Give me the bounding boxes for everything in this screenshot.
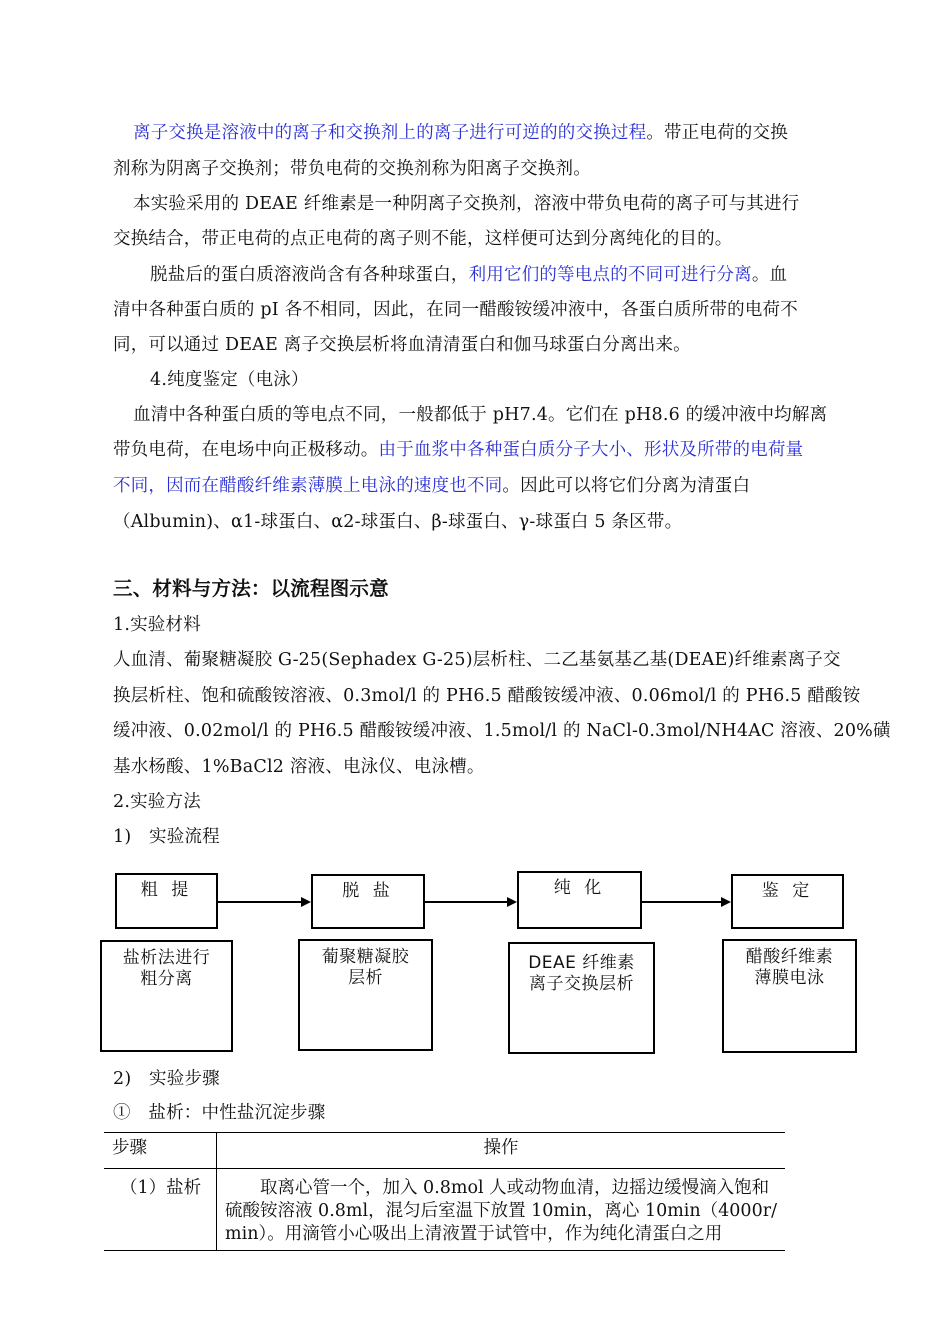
flow-arrow-line — [642, 901, 722, 903]
flow-arrow-head-icon — [301, 897, 311, 907]
table-header-operation: 操作 — [483, 1138, 519, 1158]
flow-step-title: 鉴 定 — [761, 881, 814, 901]
paragraph-2-line-1: 本实验采用的 DEAE 纤维素是一种阴离子交换剂，溶液中带负电荷的离子可与其进行 — [133, 194, 800, 214]
table-header-step: 步骤 — [104, 1133, 217, 1169]
flow-arrow-head-icon — [721, 897, 731, 907]
flow-detail-text — [724, 941, 855, 989]
flow-step-title: 纯 化 — [553, 878, 606, 898]
steps-table — [104, 1132, 785, 1251]
materials-line-3: 缓冲液、0.02mol/l 的 PH6.5 醋酸铵缓冲液、1.5mol/l 的 NaCl-0.3mol/NH4AC 溶液、20%磺 — [113, 721, 891, 741]
flow-detail-desalt — [298, 939, 433, 1051]
steps-title: 2) 实验步骤 — [113, 1069, 220, 1089]
paragraph-5-line-4: （Albumin)、α1-球蛋白、α2-球蛋白、β-球蛋白、γ-球蛋白 5 条区带。 — [113, 512, 683, 532]
paragraph-1-line-2: 剂称为阴离子交换剂；带负电荷的交换剂称为阳离子交换剂。 — [113, 159, 591, 179]
flow-step-title: 粗 提 — [140, 880, 193, 900]
table-row — [104, 1169, 785, 1251]
table-header-row — [104, 1133, 785, 1169]
flow-detail-text — [102, 942, 231, 990]
paragraph-3-line-1 — [150, 263, 787, 287]
highlight-text: 不同，因而在醋酸纤维素薄膜上电泳的速度也不同 — [113, 476, 503, 496]
flow-detail-line: DEAE 纤维素 — [528, 953, 635, 973]
flow-detail-line: 薄膜电泳 — [754, 968, 825, 988]
flow-step-identify — [731, 874, 844, 929]
paragraph-5-line-1: 血清中各种蛋白质的等电点不同，一般都低于 pH7.4。它们在 pH8.6 的缓冲液中均解离 — [133, 405, 828, 425]
flow-step-purify — [517, 871, 642, 929]
body-text: 带负电荷，在电场中向正极移动。 — [113, 440, 379, 460]
flow-arrow-head-icon — [507, 897, 517, 907]
flow-detail-line: 盐析法进行 — [122, 948, 211, 968]
materials-line-1: 人血清、葡聚糖凝胶 G-25(Sephadex G-25)层析柱、二乙基氨基乙基(DEAE)纤维素离子交 — [113, 650, 841, 670]
subsection-title-purity: 4.纯度鉴定（电泳） — [150, 370, 309, 390]
flow-detail-identify — [722, 939, 857, 1053]
materials-title: 1.实验材料 — [113, 615, 201, 635]
flow-detail-line: 葡聚糖凝胶 — [321, 947, 410, 967]
operation-line: 硫酸铵溶液 0.8ml，混匀后室温下放置 10min，离心 10min（4000r/ — [225, 1201, 777, 1221]
paragraph-2-line-2: 交换结合，带正电荷的点正电荷的离子则不能，这样便可达到分离纯化的目的。 — [113, 229, 733, 249]
salting-title: ① 盐析：中性盐沉淀步骤 — [113, 1103, 326, 1123]
paragraph-5-line-2 — [113, 438, 803, 462]
flow-arrow-line — [425, 901, 508, 903]
paragraph-3-line-2: 清中各种蛋白质的 pI 各不相同，因此，在同一醋酸铵缓冲液中，各蛋白质所带的电荷不 — [113, 300, 798, 320]
operation-line: 取离心管一个，加入 0.8mol 人或动物血清，边摇边缓慢滴入饱和 — [225, 1178, 770, 1198]
flow-detail-text — [300, 941, 431, 989]
body-text: 。因此可以将它们分离为清蛋白 — [502, 476, 751, 496]
section-3-heading: 三、材料与方法：以流程图示意 — [113, 577, 389, 600]
table-cell-step: （1）盐析 — [104, 1169, 217, 1251]
flow-detail-line: 层析 — [348, 968, 383, 988]
methods-title: 2.实验方法 — [113, 792, 201, 812]
body-text: 。血 — [751, 265, 788, 285]
flow-step-title: 脱 盐 — [342, 881, 394, 901]
body-text: 。带正电荷的交换 — [646, 123, 788, 143]
table-cell-operation — [217, 1169, 786, 1251]
flow-step-crude — [115, 873, 218, 929]
flow-detail-text — [510, 944, 653, 995]
flow-step-desalt — [311, 874, 425, 929]
paragraph-5-line-3 — [113, 474, 750, 498]
highlight-text: 离子交换是溶液中的离子和交换剂上的离子进行可逆的的交换过程 — [133, 123, 647, 143]
materials-line-2: 换层析柱、饱和硫酸铵溶液、0.3mol/l 的 PH6.5 醋酸铵缓冲液、0.06mol/l 的 PH6.5 醋酸铵 — [113, 686, 861, 706]
flow-arrow-line — [218, 901, 302, 903]
flow-detail-line: 离子交换层析 — [529, 974, 634, 994]
flow-detail-line: 醋酸纤维素 — [745, 947, 834, 967]
flow-detail-purify — [508, 942, 655, 1054]
paragraph-3-line-3: 同，可以通过 DEAE 离子交换层析将血清清蛋白和伽马球蛋白分离出来。 — [113, 335, 691, 355]
flow-detail-line: 粗分离 — [140, 969, 193, 989]
highlight-text: 利用它们的等电点的不同可进行分离 — [468, 265, 752, 285]
highlight-text: 由于血浆中各种蛋白质分子大小、形状及所带的电荷量 — [378, 440, 804, 460]
flow-detail-crude — [100, 940, 233, 1052]
flow-title: 1) 实验流程 — [113, 827, 220, 847]
materials-line-4: 基水杨酸、1%BaCl2 溶液、电泳仪、电泳槽。 — [113, 757, 485, 777]
paragraph-1-line-1 — [133, 121, 788, 145]
body-text: 脱盐后的蛋白质溶液尚含有各种球蛋白， — [150, 265, 469, 285]
operation-line: min）。用滴管小心吸出上清液置于试管中，作为纯化清蛋白之用 — [225, 1224, 723, 1244]
